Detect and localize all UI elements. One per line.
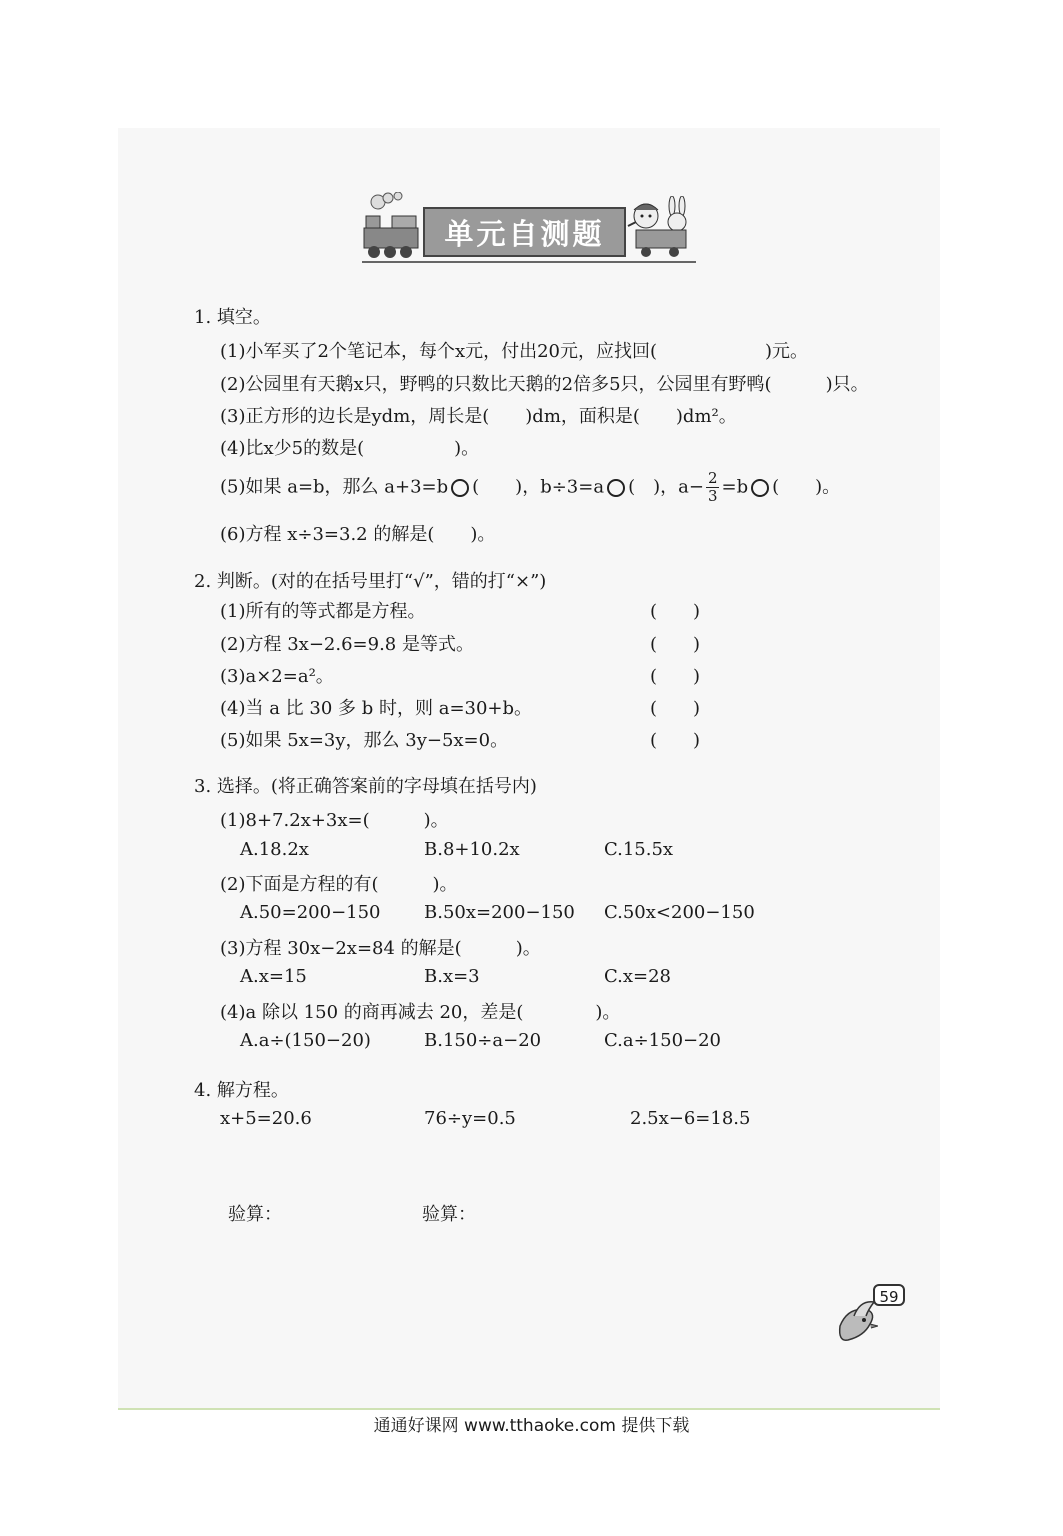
choice-3-option-a[interactable]: A.x=15 <box>240 966 307 987</box>
fill-item-5-part-b: ( )，b÷3=a <box>472 476 605 498</box>
train-illustration <box>360 192 422 262</box>
check-label-2: 验算： <box>422 1204 476 1225</box>
fill-item-1: (1)小军买了2个笔记本，每个x元，付出20元，应找回( )元。 <box>220 341 809 362</box>
judge-answer-5[interactable]: ( ) <box>650 730 701 751</box>
fill-item-2: (2)公园里有天鹅x只，野鸭的只数比天鹅的2倍多5只，公园里有野鸭( )只。 <box>220 374 869 395</box>
judge-answer-4[interactable]: ( ) <box>650 698 701 719</box>
comparison-circle-3[interactable] <box>751 479 769 497</box>
fill-item-6: (6)方程 x÷3=3.2 的解是( )。 <box>220 524 496 545</box>
section-1-heading: 1. 填空。 <box>194 307 271 328</box>
choice-3-option-c[interactable]: C.x=28 <box>604 966 671 987</box>
choice-2-option-c[interactable]: C.50x<200−150 <box>604 902 755 923</box>
choice-2-option-b[interactable]: B.50x=200−150 <box>424 902 575 923</box>
fraction-two-thirds <box>706 470 720 505</box>
footer-credit[interactable]: 通通好课网 www.tthaoke.com 提供下载 <box>373 1416 690 1436</box>
fill-item-5 <box>220 470 840 505</box>
section-4-heading: 4. 解方程。 <box>194 1080 289 1101</box>
choice-4-option-a[interactable]: A.a÷(150−20) <box>240 1030 371 1051</box>
judge-answer-3[interactable]: ( ) <box>650 666 701 687</box>
fill-item-5-part-c: ( )，a− <box>628 476 704 498</box>
fraction-denominator: 3 <box>707 487 718 505</box>
section-title-box <box>423 207 626 257</box>
fill-item-4: (4)比x少5的数是( )。 <box>220 438 480 459</box>
equation-3: 2.5x−6=18.5 <box>630 1108 751 1129</box>
judge-item-2: (2)方程 3x−2.6=9.8 是等式。 <box>220 634 474 655</box>
kids-rabbit-illustration <box>626 196 696 262</box>
choice-question-1: (1)8+7.2x+3x=( )。 <box>220 810 449 831</box>
judge-item-3: (3)a×2=a²。 <box>220 666 334 687</box>
title-underline <box>362 261 696 263</box>
judge-answer-1[interactable]: ( ) <box>650 601 701 622</box>
choice-1-option-b[interactable]: B.8+10.2x <box>424 839 520 860</box>
fill-item-5-part-a: (5)如果 a=b，那么 a+3=b <box>220 476 449 498</box>
comparison-circle-1[interactable] <box>451 479 469 497</box>
fill-item-5-part-e: ( )。 <box>772 476 841 498</box>
judge-item-5: (5)如果 5x=3y，那么 3y−5x=0。 <box>220 730 509 751</box>
footer-divider <box>118 1408 940 1410</box>
choice-3-option-b[interactable]: B.x=3 <box>424 966 480 987</box>
equation-1: x+5=20.6 <box>220 1108 312 1129</box>
page-number: 59 <box>873 1284 905 1306</box>
bird-icon <box>834 1296 878 1346</box>
choice-1-option-a[interactable]: A.18.2x <box>240 839 309 860</box>
choice-4-option-c[interactable]: C.a÷150−20 <box>604 1030 722 1051</box>
judge-answer-2[interactable]: ( ) <box>650 634 701 655</box>
judge-item-4: (4)当 a 比 30 多 b 时，则 a=30+b。 <box>220 698 533 719</box>
fill-item-3: (3)正方形的边长是ydm，周长是( )dm，面积是( )dm²。 <box>220 406 737 427</box>
section-3-heading: 3. 选择。(将正确答案前的字母填在括号内) <box>194 776 537 797</box>
check-label-1: 验算： <box>228 1204 282 1225</box>
choice-4-option-b[interactable]: B.150÷a−20 <box>424 1030 542 1051</box>
choice-question-3: (3)方程 30x−2x=84 的解是( )。 <box>220 938 541 959</box>
choice-2-option-a[interactable]: A.50=200−150 <box>240 902 381 923</box>
judge-item-1: (1)所有的等式都是方程。 <box>220 601 426 622</box>
fill-item-5-part-d: =b <box>721 476 749 498</box>
choice-question-2: (2)下面是方程的有( )。 <box>220 874 458 895</box>
equation-2: 76÷y=0.5 <box>424 1108 516 1129</box>
fraction-numerator: 2 <box>707 469 718 487</box>
choice-1-option-c[interactable]: C.15.5x <box>604 839 674 860</box>
section-2-heading: 2. 判断。(对的在括号里打“√”，错的打“×”) <box>194 571 547 592</box>
choice-question-4: (4)a 除以 150 的商再减去 20，差是( )。 <box>220 1002 621 1023</box>
comparison-circle-2[interactable] <box>607 479 625 497</box>
section-title: 单元自测题 <box>444 216 605 251</box>
